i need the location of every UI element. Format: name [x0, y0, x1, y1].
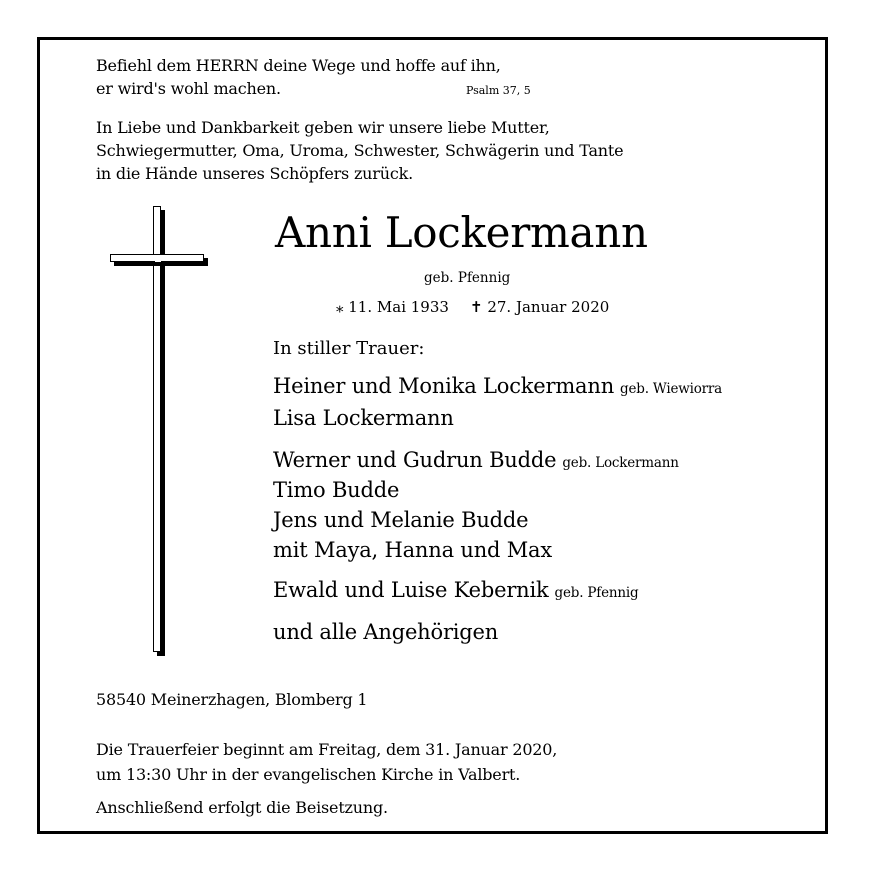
service-line-1: Die Trauerfeier beginnt am Freitag, dem 31. Januar 2020,	[96, 740, 558, 759]
verse-line-2: er wird's wohl machen.	[96, 79, 281, 98]
verse-line-1: Befiehl dem HERRN deine Wege und hoffe auf ihn,	[96, 56, 501, 75]
maiden-name: geb. Pfennig	[424, 270, 511, 286]
verse-source: Psalm 37, 5	[466, 84, 531, 97]
address: 58540 Meinerzhagen, Blomberg 1	[96, 690, 368, 709]
mourner-line: Lisa Lockermann	[273, 406, 454, 430]
deceased-name: Anni Lockermann	[275, 208, 648, 257]
mourner-line: Jens und Melanie Budde	[273, 508, 529, 532]
mourner-line: Heiner und Monika Lockermann geb. Wiewiorra	[273, 374, 722, 398]
intro-line-3: in die Hände unseres Schöpfers zurück.	[96, 164, 413, 183]
mourner-line: Ewald und Luise Kebernik geb. Pfennig	[273, 578, 639, 602]
mourners-closing: und alle Angehörigen	[273, 620, 499, 644]
intro-line-2: Schwiegermutter, Oma, Uroma, Schwester, Schwägerin und Tante	[96, 141, 624, 160]
birth-date: ⁎ 11. Mai 1933	[336, 298, 449, 316]
mourner-line: Werner und Gudrun Budde geb. Lockermann	[273, 448, 679, 472]
intro-line-1: In Liebe und Dankbarkeit geben wir unsere liebe Mutter,	[96, 118, 550, 137]
mourning-heading: In stiller Trauer:	[273, 338, 425, 359]
death-date: ✝ 27. Januar 2020	[470, 298, 610, 316]
mourner-line: Timo Budde	[273, 478, 400, 502]
service-line-2: um 13:30 Uhr in der evangelischen Kirche in Valbert.	[96, 765, 521, 784]
service-line-3: Anschließend erfolgt die Beisetzung.	[96, 798, 388, 817]
mourner-line: mit Maya, Hanna und Max	[273, 538, 553, 562]
